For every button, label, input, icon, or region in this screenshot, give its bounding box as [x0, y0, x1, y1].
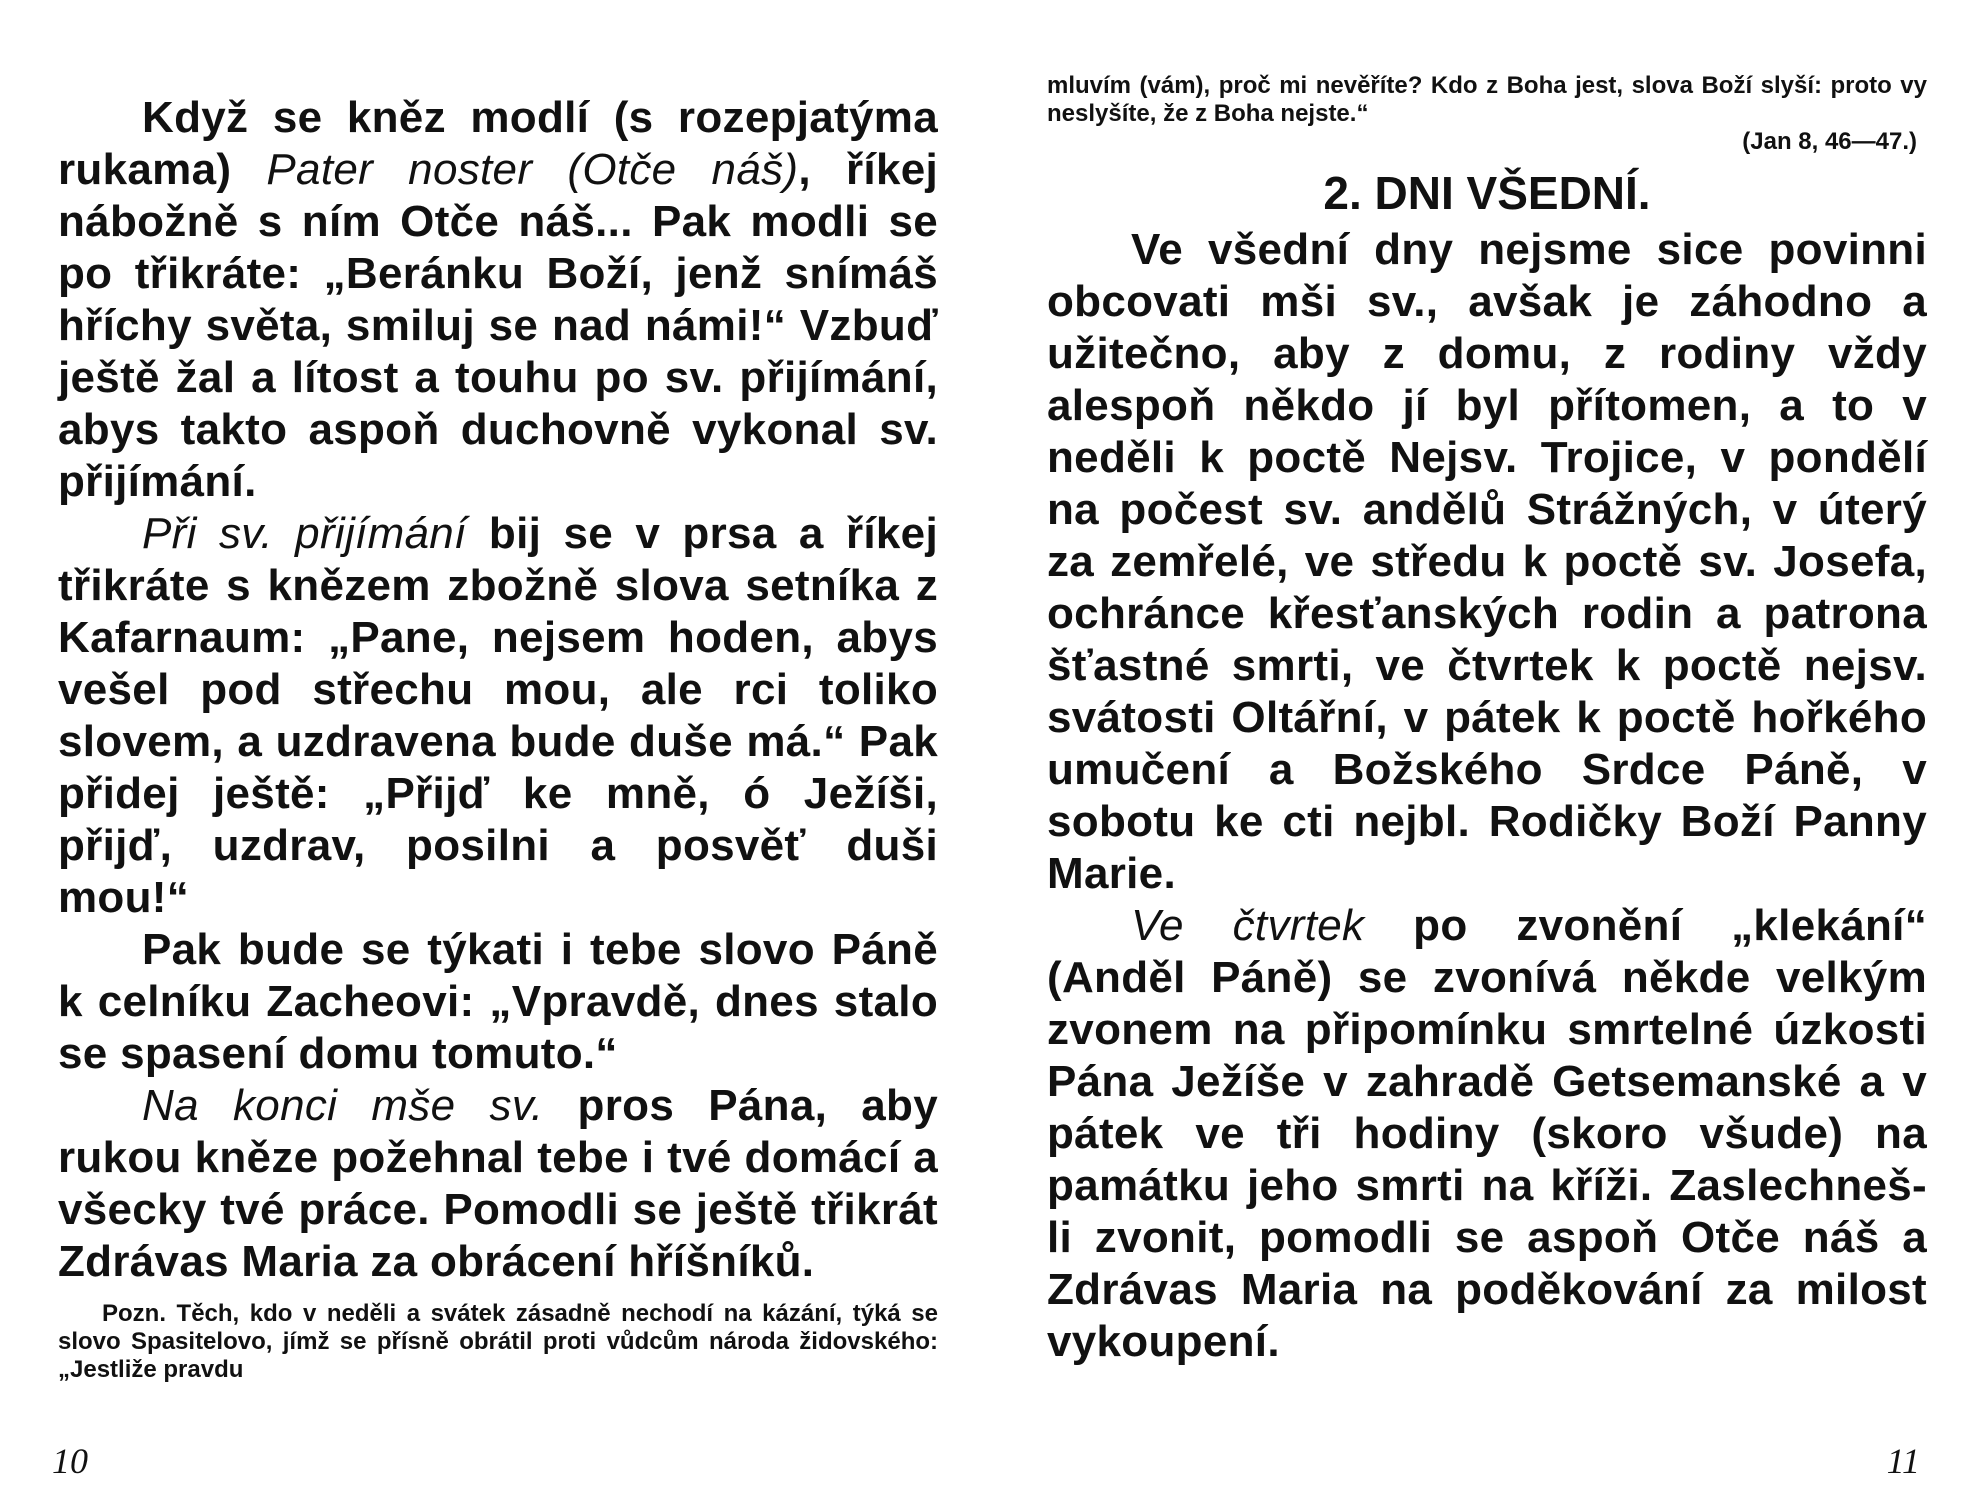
paragraph-text: pros Pána, aby rukou kněze požehnal tebe i tvé domácí a všecky tvé práce. Pomodli se ještě třikrát Zdrávas Maria za obrácení hříšníků. — [58, 1081, 938, 1286]
footnote: Pozn. Těch, kdo v neděli a svátek zásadně nechodí na kázání, týká se slovo Spasitelovo, jímž se přísně obrátil proti vůdcům národa židovského: „Jestliže pravdu — [58, 1300, 938, 1383]
paragraph — [58, 1080, 938, 1288]
paragraph-lead: Když se kněz modlí (s rozepjatýma rukama) — [58, 93, 938, 194]
citation: (Jan 8, 46—47.) — [1742, 128, 1917, 155]
page-number: 11 — [1886, 1441, 1920, 1481]
paragraph — [58, 924, 938, 1080]
paragraph-text: po zvonění „klekání“ (Anděl Páně) se zvonívá někde velkým zvonem na připomínku smrtelné úzkosti Pána Ježíše v zahradě Getsemanské a v pátek ve tři hodiny (skoro všude) na památku jeho smrti na kříži. Zaslechneš-li zvonit, pomodli se aspoň Otče náš a Zdrávas Maria na poděkování za milost vykoupení. — [1047, 901, 1928, 1366]
paragraph-text: Pak bude se týkati i tebe slovo Páně k celníku Zacheovi: „Vpravdě, dnes stalo se spasení domu tomuto.“ — [58, 925, 938, 1078]
page-number: 10 — [52, 1441, 88, 1481]
paragraph — [1047, 900, 1927, 1368]
paragraph-text: Ve všední dny nejsme sice povinni obcovati mši sv., avšak je záhodno a užitečno, aby z domu, z rodiny vždy alespoň někdo jí byl přítomen, a to v neděli k poctě Nejsv. Trojice, v pondělí na počest sv. andělů Strážných, v úterý za zemřelé, ve středu k poctě sv. Josefa, ochránce křesťanských rodin a patrona šťastné smrti, ve čtvrtek k poctě nejsv. svátosti Oltářní, v pátek k poctě hořkého umučení a Božského Srdce Páně, v sobotu ke cti nejbl. Rodičky Boží Panny Marie. — [1047, 225, 1927, 898]
paragraph-emphasis: Pater noster (Otče náš) — [266, 145, 799, 194]
right-page — [989, 0, 1978, 1500]
paragraph-emphasis: Ve čtvrtek — [1131, 901, 1365, 950]
paragraph-emphasis: Při sv. přijímání — [142, 509, 467, 558]
paragraph-emphasis: Na konci mše sv. — [142, 1081, 544, 1130]
right-text-column — [1047, 72, 1927, 1368]
footnote-continuation: mluvím (vám), proč mi nevěříte? Kdo z Boha jest, slova Boží slyší: proto vy neslyšíte, že z Boha nejste.“ — [1047, 72, 1927, 127]
paragraph — [58, 92, 938, 508]
paragraph-text: , říkej nábožně s ním Otče náš... Pak modli se po třikráte: „Beránku Boží, jenž snímáš hříchy světa, smiluj se nad námi!“ Vzbuď ještě žal a lítost a touhu po sv. přijímání, abys takto aspoň duchovně vykonal sv. přijímání. — [58, 145, 939, 506]
paragraph-text: bij se v prsa a říkej třikráte s knězem zbožně slova setníka z Kafarnaum: „Pane, nejsem hoden, abys vešel pod střechu mou, ale rci toliko slovem, a uzdravena bude duše má.“ Pak přidej ještě: „Přijď ke mně, ó Ježíši, přijď, uzdrav, posilni a posvěť duši mou!“ — [58, 509, 938, 922]
paragraph — [58, 508, 938, 924]
left-text-column — [58, 92, 938, 1384]
section-heading: 2. DNI VŠEDNÍ. — [1323, 167, 1651, 219]
paragraph — [1047, 224, 1927, 900]
